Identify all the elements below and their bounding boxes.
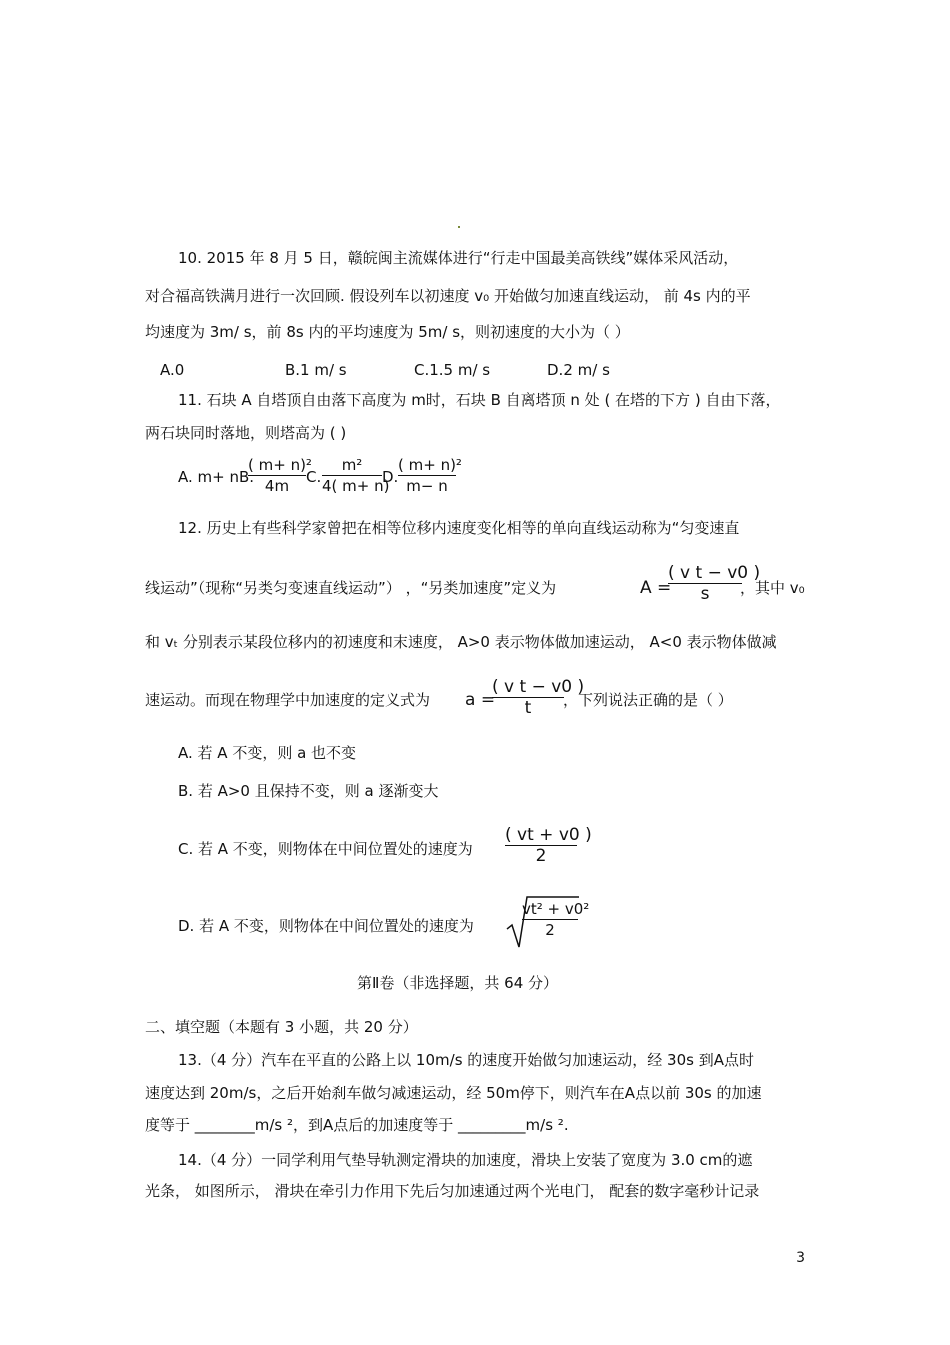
q13-line1: 13.（4 分）汽车在平直的公路上以 10m/s 的速度开始做匀加速运动，经 30s 到A点时 [178,1051,754,1069]
q14-line2: 光条， 如图所示， 滑块在牵引力作用下先后匀加速通过两个光电门， 配套的数字毫秒计记录 [145,1182,760,1200]
q11-fraction-b-numerator: ( m+ n)² [248,456,312,474]
q12-option-d-fraction [522,900,590,939]
fraction-bar [398,475,456,476]
q11-line1: 11. 石块 A 自塔顶自由落下高度为 m时，石块 B 自离塔顶 n 处 ( 在塔的下方 ) 自由下落， [178,391,781,409]
fraction-bar [322,475,382,476]
q11-label-d: D. [382,468,399,486]
q10-option-d: D.2 m/ s [547,361,610,379]
q12-line2a: 线运动”（现称“另类匀变速直线运动”） ，“另类加速度”定义为 [145,579,557,597]
q12-a-numerator: ( v t − v0 ) [492,677,585,697]
q11-fraction-b [248,456,312,495]
scan-dot [458,226,460,228]
q12-A-numerator: ( v t − v0 ) [668,563,761,583]
q11-fraction-d [398,456,462,495]
q11-fraction-c-numerator: m² [341,456,363,474]
q11-fraction-c [322,456,390,495]
q10-line2: 对合福高铁满月进行一次回顾. 假设列车以初速度 v₀ 开始做匀加速直线运动， 前 4s 内的平 [145,287,751,305]
q11-label-c: C. [306,468,322,486]
q12-option-c-fraction [505,825,592,866]
section2-heading: 二、填空题（本题有 3 小题，共 20 分） [145,1018,418,1036]
section2-title: 第Ⅱ卷（非选择题，共 64 分） [357,974,559,992]
q12-line3: 和 vₜ 分别表示某段位移内的初速度和末速度， A>0 表示物体做加速运动， A<0 表示物体做减 [145,633,777,651]
q12-line2b: ，其中 v₀ [740,579,805,597]
q12-option-c: C. 若 A 不变，则物体在中间位置处的速度为 [178,840,473,858]
q12-option-b: B. 若 A>0 且保持不变，则 a 逐渐变大 [178,782,439,800]
page-number: 3 [796,1250,805,1266]
q13-line3: 度等于 ________m/s ²，到A点后的加速度等于 _________m/s ². [145,1116,569,1134]
q12-A-denominator: s [700,584,710,604]
q13-line2: 速度达到 20m/s，之后开始刹车做匀减速运动，经 50m停下，则汽车在A点以前 30s 的加速 [145,1084,762,1102]
q11-option-a: A. m+ nB. [178,468,255,486]
q10-option-a: A.0 [160,361,185,379]
q10-option-b: B.1 m/ s [285,361,347,379]
q12-a-lhs: a = [465,690,496,710]
q11-fraction-b-denominator: 4m [264,477,290,495]
q10-line1: 10. 2015 年 8 月 5 日，赣皖闽主流媒体进行“行走中国最美高铁线”媒体采风活动， [178,249,739,267]
q12-option-c-numerator: ( vt + v0 ) [505,825,592,845]
q12-line4a: 速运动。而现在物理学中加速度的定义式为 [145,691,431,709]
q10-option-c: C.1.5 m/ s [414,361,491,379]
fraction-bar [522,919,578,920]
q12-option-c-denominator: 2 [535,846,547,866]
q12-option-d: D. 若 A 不变，则物体在中间位置处的速度为 [178,917,474,935]
fraction-bar [248,475,306,476]
q12-option-d-denominator: 2 [545,921,555,939]
q11-fraction-d-denominator: m− n [406,477,448,495]
q10-line3: 均速度为 3m/ s，前 8s 内的平均速度为 5m/ s，则初速度的大小为（ ） [145,323,630,341]
q12-a-denominator: t [524,698,532,718]
q12-line4b: ，下列说法正确的是（ ） [563,691,733,709]
q11-fraction-c-denominator: 4( m+ n) [322,477,390,495]
q12-A-fraction [668,563,761,604]
q14-line1: 14.（4 分）一同学利用气垫导轨测定滑块的加速度，滑块上安装了宽度为 3.0 cm的遮 [178,1151,753,1169]
q11-fraction-d-numerator: ( m+ n)² [398,456,462,474]
q12-option-d-numerator: vt² + v0² [522,900,590,918]
q12-a-fraction [492,677,585,718]
q12-option-a: A. 若 A 不变，则 a 也不变 [178,744,357,762]
q11-line2: 两石块同时落地，则塔高为 ( ) [145,424,347,442]
q12-A-lhs: A = [640,578,672,598]
q12-line1: 12. 历史上有些科学家曾把在相等位移内速度变化相等的单向直线运动称为“匀变速直 [178,519,740,537]
